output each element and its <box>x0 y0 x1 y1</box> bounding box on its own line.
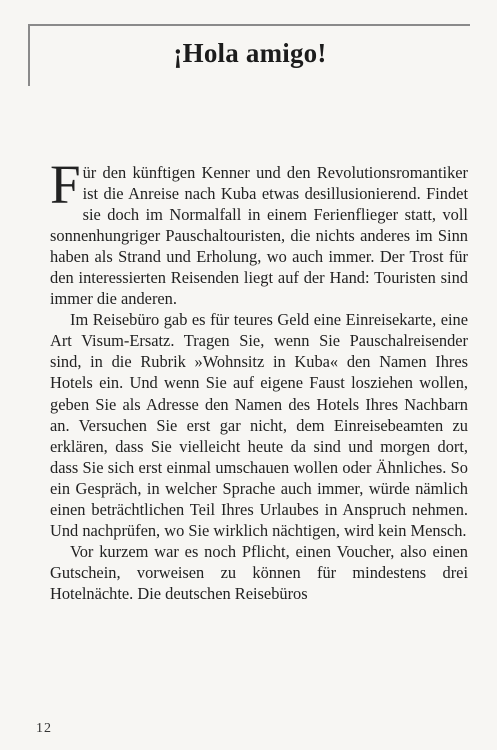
page-number: 12 <box>36 721 52 736</box>
body-text <box>50 154 468 604</box>
paragraph-2: Im Reisebüro gab es für teures Geld eine Einreisekarte, eine Art Visum-Ersatz. Tragen Sie, wenn Sie Pauschalreisender sind, in die Rubrik »Wohnsitz in Kuba« den Namen Ihres Hotels ein. Und wenn Sie auf eigene Faust losziehen wollen, geben Sie als Adresse den Namen des Hotels Ihres Nachbarn an. Versuchen Sie erst gar nicht, dem Einreisebeamten zu erklären, dass Sie vielleicht heute da sind und morgen dort, dass Sie sich erst einmal umschauen wollen oder Ähnliches. So ein Gespräch, in welcher Sprache auch immer, würde nämlich einen beträchtlichen Teil Ihres Urlaubes in Anspruch nehmen. Und nachprüfen, wo Sie wirklich nächtigen, wird kein Mensch. <box>50 310 468 540</box>
paragraph-1 <box>50 154 468 309</box>
paragraph-3: Vor kurzem war es noch Pflicht, einen Voucher, also einen Gutschein, vorweisen zu können für mindestens drei Hotelnächte. Die deutschen Reisebüros <box>50 541 468 603</box>
drop-cap: F <box>50 154 81 215</box>
chapter-title-frame <box>28 24 470 86</box>
chapter-title: ¡Hola amigo! <box>173 38 327 68</box>
paragraph-1-text: ür den künftigen Kenner und den Revolutionsromantiker ist die Anreise nach Kuba etwas desillusionierend. Findet sie doch im Normalfall in einem Ferienflieger statt, voll sonnenhungriger Pauschaltouristen, die nichts anderes im Sinn haben als Strand und Erholung, wo auch immer. Der Trost für den interessierten Reisenden liegt auf der Hand: Touristen sind immer die anderen. <box>50 163 468 309</box>
